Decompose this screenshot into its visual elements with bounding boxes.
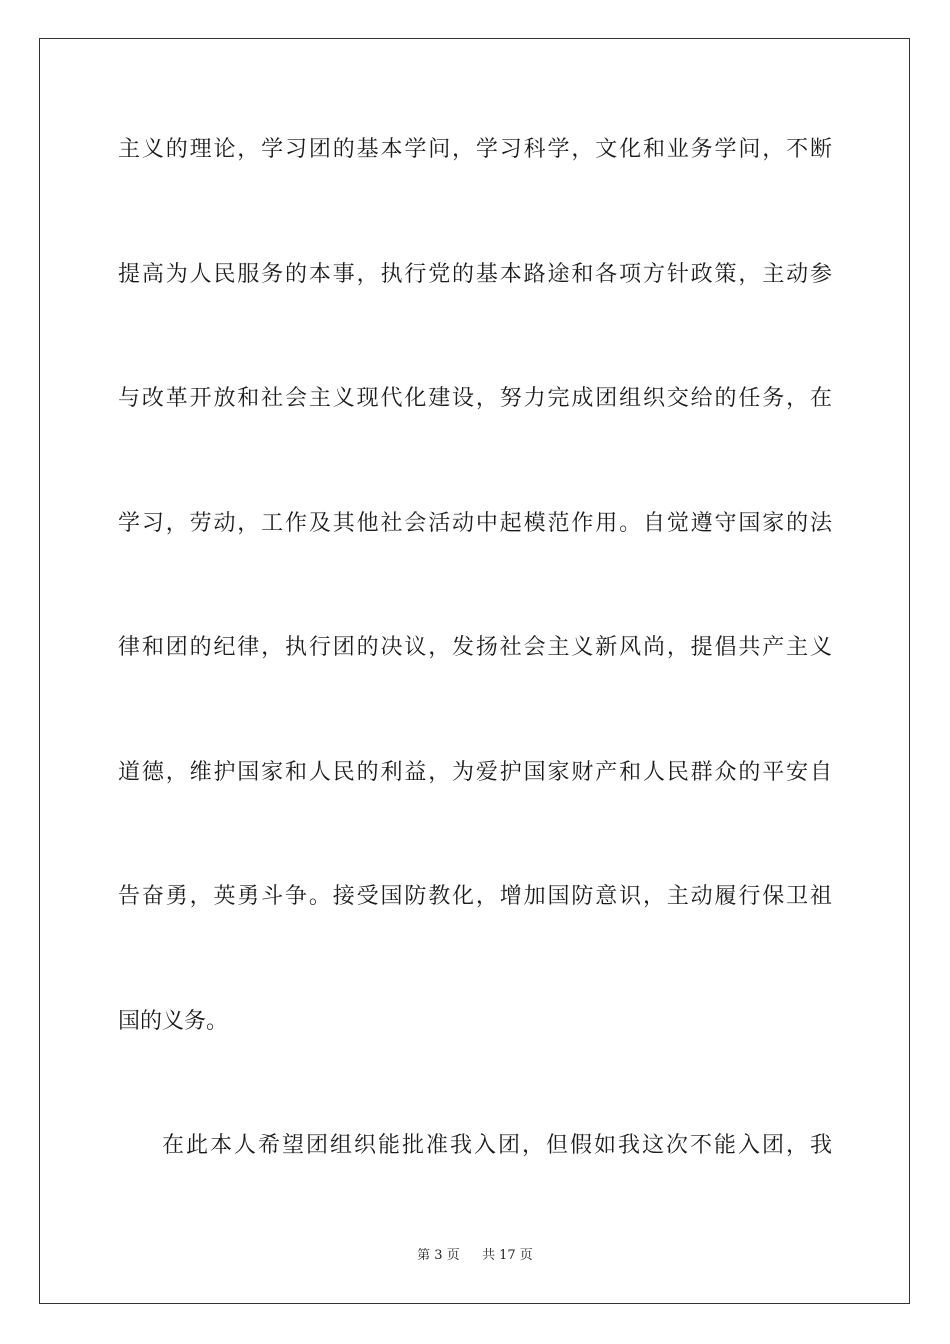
page-total: 共 17 页	[482, 1248, 533, 1263]
paragraph-line: 道德，维护国家和人民的利益，为爱护国家财产和人民群众的平安自	[118, 760, 832, 785]
paragraph-line: 提高为人民服务的本事，执行党的基本路途和各项方针政策，主动参	[118, 262, 832, 287]
paragraph-line: 国的义务。	[118, 1009, 229, 1034]
paragraph-line: 律和团的纪律，执行团的决议，发扬社会主义新风尚，提倡共产主义	[118, 635, 832, 660]
paragraph-line: 主义的理论，学习团的基本学问，学习科学，文化和业务学问，不断	[118, 137, 832, 162]
paragraph-line: 在此本人希望团组织能批准我入团，但假如我这次不能入团，我	[162, 1133, 832, 1158]
paragraph-line: 与改革开放和社会主义现代化建设，努力完成团组织交给的任务，在	[118, 386, 832, 411]
paragraph-line: 学习，劳动，工作及其他社会活动中起模范作用。自觉遵守国家的法	[118, 511, 832, 536]
page-number: 第 3 页	[417, 1248, 460, 1263]
page-footer	[0, 1248, 950, 1264]
page-border	[39, 38, 910, 1304]
paragraph-line: 告奋勇，英勇斗争。接受国防教化，增加国防意识，主动履行保卫祖	[118, 884, 832, 909]
